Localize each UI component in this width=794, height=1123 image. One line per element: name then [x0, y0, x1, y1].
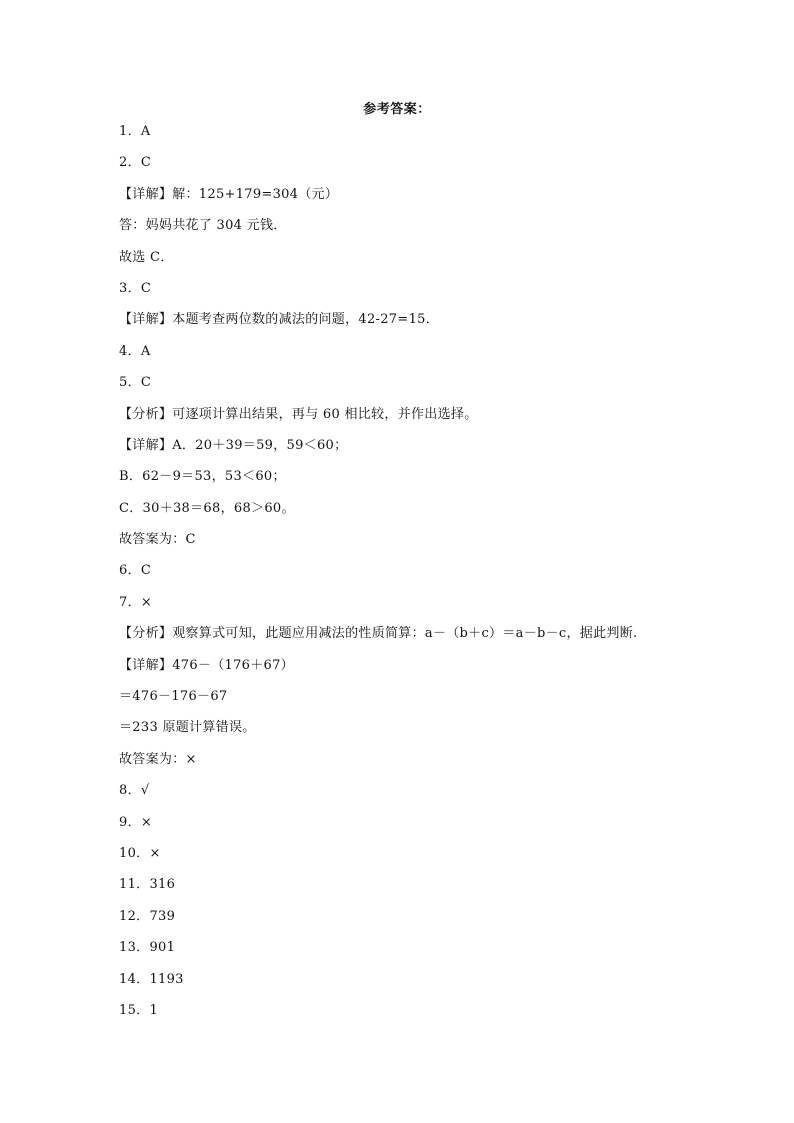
answer-line: 8．√	[119, 783, 150, 799]
answer-line: 【详解】476－（176＋67）	[119, 657, 294, 673]
answer-line: 答：妈妈共花了 304 元钱．	[119, 218, 287, 234]
answer-line: C．30＋38＝68，68＞60。	[119, 500, 295, 516]
answer-line: 5．C	[119, 375, 152, 391]
answer-line: 故答案为：C	[119, 532, 196, 548]
answer-line: 1．A	[119, 124, 151, 139]
answer-line: 10．×	[119, 845, 161, 861]
answer-line: 【分析】观察算式可知，此题应用减法的性质简算：a－（b＋c）＝a－b－c，据此判断.	[119, 626, 638, 642]
answer-line: 【详解】本题考查两位数的减法的问题，42-27=15．	[119, 312, 440, 328]
answer-line: 故答案为：×	[119, 751, 197, 767]
answer-line: 11．316	[119, 877, 176, 893]
answer-line: 6．C	[119, 563, 152, 579]
answer-list	[119, 123, 679, 1033]
answer-line: ＝233 原题计算错误。	[119, 720, 256, 736]
answer-line: B．62－9＝53，53＜60；	[119, 469, 286, 485]
answer-line: 12．739	[119, 908, 176, 924]
answer-line: 9．×	[119, 814, 153, 830]
answer-line: 14．1193	[119, 971, 184, 987]
answer-line: ＝476－176－67	[119, 689, 228, 705]
answer-line: 2．C	[119, 155, 152, 171]
answer-line: 【详解】A．20＋39＝59，59＜60；	[119, 437, 348, 453]
answer-line: 13．901	[119, 940, 176, 956]
answer-line: 故选 C．	[119, 249, 174, 265]
answer-line: 4．A	[119, 343, 151, 359]
answer-line: 【详解】解：125+179=304（元）	[119, 186, 339, 202]
answer-line: 15．1	[119, 1002, 159, 1018]
answer-line: 【分析】可逐项计算出结果，再与 60 相比较，并作出选择。	[119, 406, 478, 422]
answer-line: 7．×	[119, 594, 153, 610]
answer-line: 3．C	[119, 280, 152, 296]
answer-key-title: 参考答案：	[363, 102, 431, 117]
